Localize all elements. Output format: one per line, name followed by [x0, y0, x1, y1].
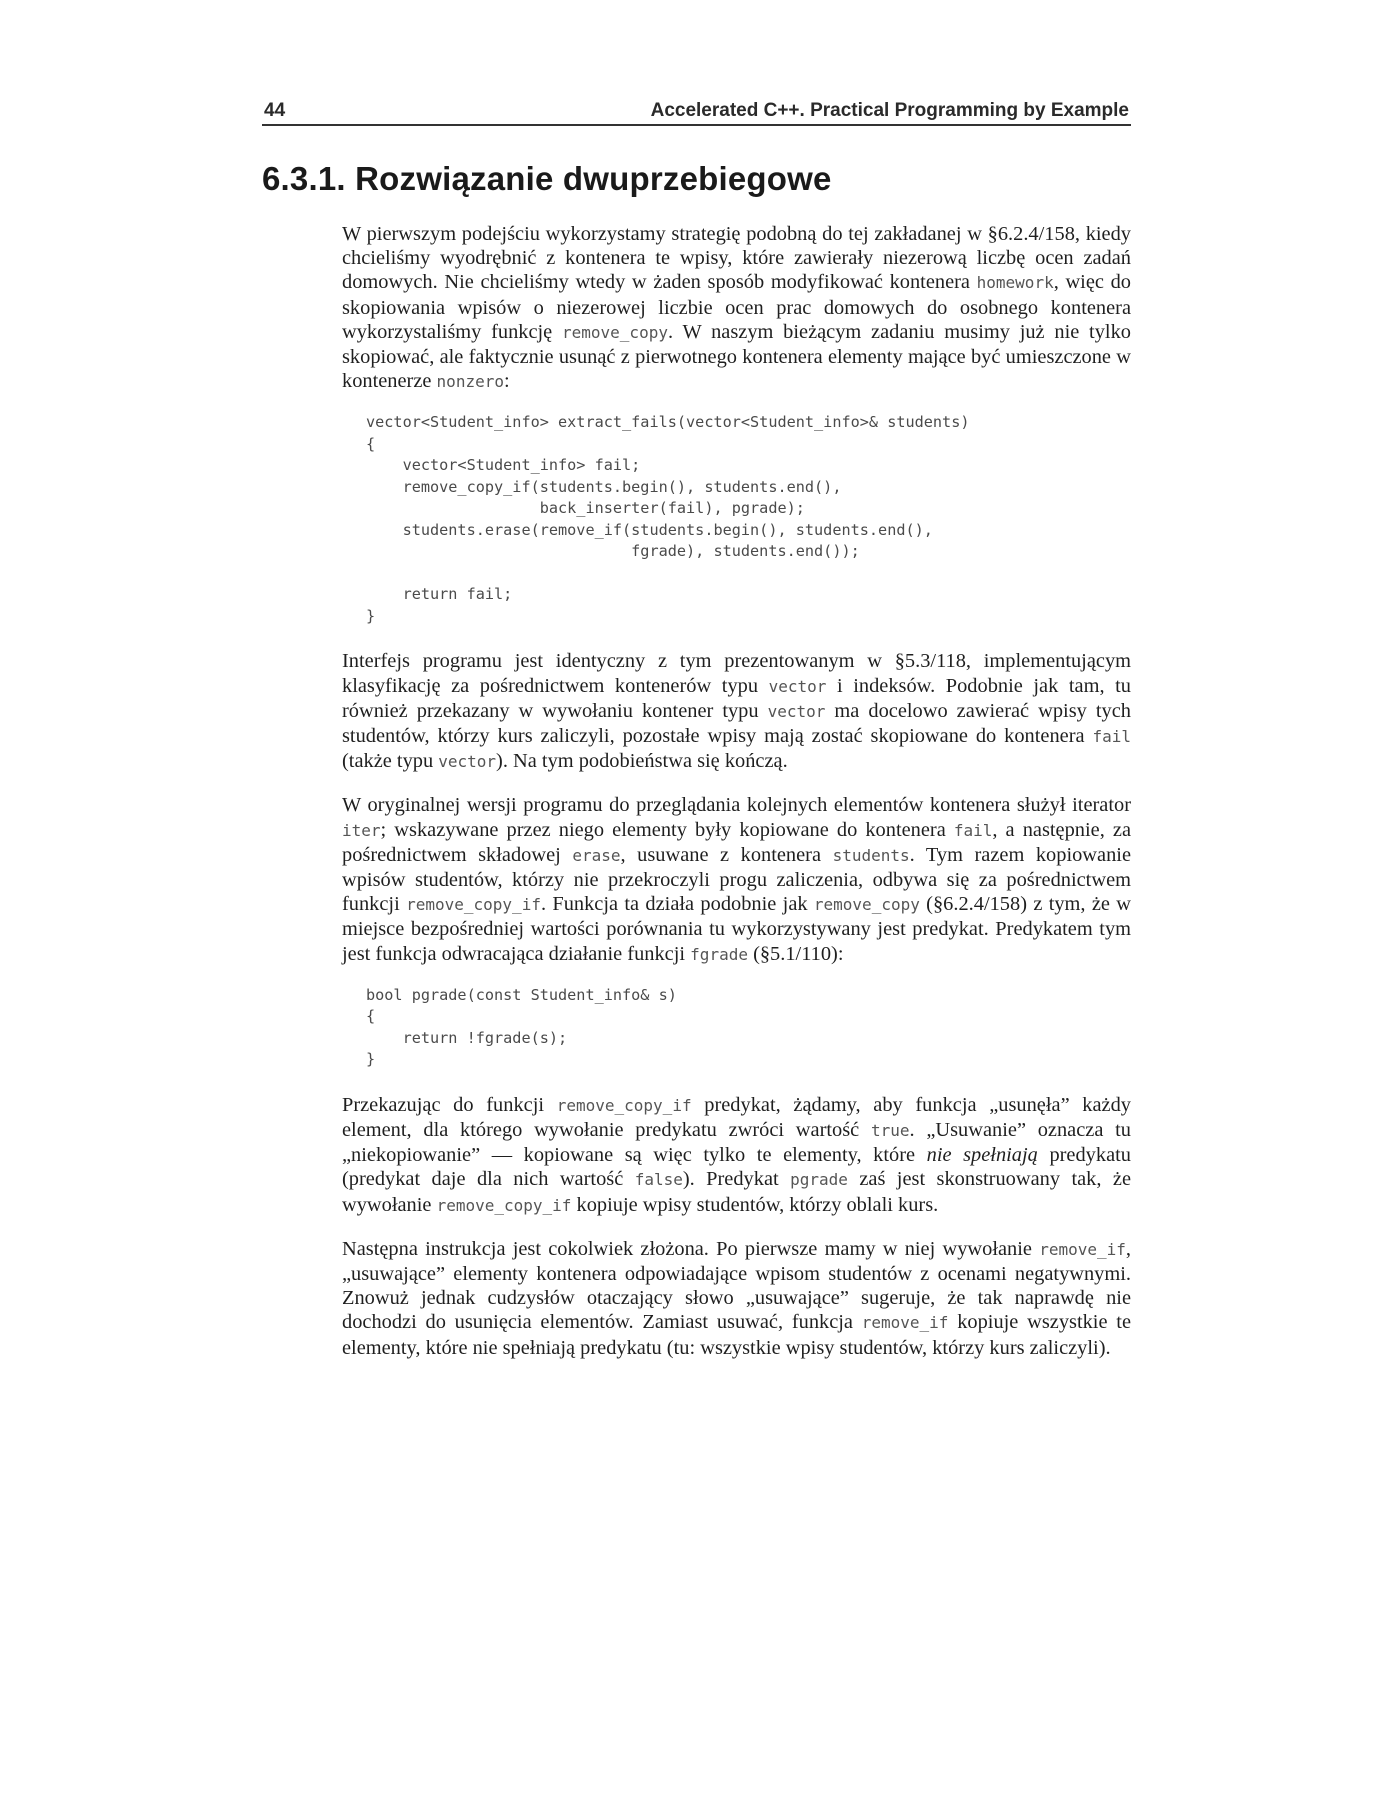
text-run: Interfejs programu jest identyczny z tym prezentowanym w §5.3/118, implementującym klasyfikację za pośrednictwem kontenerów typu: [342, 650, 1131, 697]
text-run: ). Predykat: [682, 1168, 791, 1191]
text-run: predykat, żądamy, aby funkcja „usunęła” każdy element, dla którego wywołanie predykatu zwróci wartość: [342, 1093, 1131, 1142]
inline-code: true: [870, 1121, 910, 1141]
emphasis: nie spełniają: [926, 1144, 1038, 1167]
inline-code: remove_copy_if: [436, 1195, 572, 1215]
text-run: :: [503, 370, 510, 393]
text-run: Przekazując do funkcji: [342, 1093, 557, 1116]
text-run: (także typu: [342, 750, 439, 773]
inline-code: fgrade: [690, 944, 748, 964]
paragraph-2: [342, 649, 1131, 774]
text-run: ; wskazywane przez niego elementy były kopiowane do kontenera: [380, 818, 954, 841]
text-run: ma docelowo zawierać wpisy tych studentów, którzy kurs zaliczyli, pozostałe wpisy mają zostać skopiowane do kontenera: [342, 699, 1131, 748]
inline-code: vector: [768, 676, 827, 696]
inline-code: vector: [438, 752, 497, 772]
paragraph-5: [342, 1237, 1131, 1360]
inline-code: remove_if: [1039, 1239, 1126, 1259]
header-rule: [262, 124, 1131, 126]
text-run: , więc do skopiowania wpisów o niezerowej liczbie ocen prac domowych do osobnego kontenera wykorzystaliśmy funkcję: [342, 271, 1131, 343]
section-title: 6.3.1. Rozwiązanie dwuprzebiegowe: [262, 160, 832, 197]
text-run: ). Na tym podobieństwa się kończą.: [496, 750, 788, 773]
inline-code: students: [832, 845, 910, 865]
text-run: kopiuje wpisy studentów, którzy oblali kurs.: [571, 1193, 939, 1216]
text-run: (§6.2.4/158) z tym, że w miejsce bezpośredniej wartości porównania tu wykorzystywany jest predykat. Predykatem tym jest funkcja odwracająca działanie funkcji: [342, 893, 1131, 965]
page-number: 44: [264, 100, 286, 121]
text-run: W oryginalnej wersji programu do przeglądania kolejnych elementów kontenera służył iterator: [342, 794, 1131, 817]
inline-code: remove_copy_if: [406, 895, 541, 915]
inline-code: remove_copy_if: [556, 1095, 692, 1115]
inline-code: erase: [572, 845, 621, 865]
text-run: zaś jest skonstruowany tak, że wywołanie: [342, 1168, 1131, 1216]
inline-code: remove_copy: [813, 895, 920, 915]
paragraph-1: [342, 222, 1131, 394]
text-run: . W naszym bieżącym zadaniu musimy już nie tylko skopiować, ale faktycznie usunąć z pierwotnego kontenera elementy mające być umieszczone w kontenerze: [342, 320, 1131, 393]
inline-code: remove_copy: [562, 322, 668, 342]
text-run: i indeksów. Podobnie jak tam, tu również przekazany w wywołaniu kontener typu: [342, 674, 1131, 722]
text-run: . Tym razem kopiowanie wpisów studentów, którzy nie przekroczyli progu zaliczenia, odbywa się za pośrednictwem funkcji: [342, 843, 1131, 916]
text-run: , „usuwające” elementy kontenera odpowiadające wpisom studentów z ocenami negatywnymi. Znowuż jednak cudzysłów otaczający słowo „usuwające” sugeruje, że tak naprawdę nie dochodzi do usunięcia elementów. Zamiast usuwać, funkcja: [342, 1237, 1131, 1334]
text-run: W pierwszym podejściu wykorzystamy strategię podobną do tej zakładanej w §6.2.4/158, kiedy chcieliśmy wyodrębnić z kontenera te wpisy, które zawierały niezerową liczbę ocen zadań domowych. Nie chcieliśmy wtedy w żaden sposób modyfikować kontenera: [342, 223, 1131, 294]
text-run: kopiuje wszystkie te elementy, które nie spełniają predykatu (tu: wszystkie wpisy studentów, którzy kurs zaliczyli).: [342, 1311, 1131, 1359]
text-run: , a następnie, za pośrednictwem składowej: [342, 818, 1131, 866]
text-run: , usuwane z kontenera: [620, 843, 833, 866]
inline-code: nonzero: [436, 372, 504, 392]
inline-code: vector: [767, 701, 826, 721]
inline-code: fail: [1092, 727, 1131, 747]
text-run: predykatu (predykat daje dla nich wartość: [342, 1144, 1131, 1191]
text-run: (§5.1/110):: [747, 942, 844, 965]
text-run: Następna instrukcja jest cokolwiek złożona. Po pierwsze mamy w niej wywołanie: [342, 1237, 1040, 1260]
inline-code: homework: [976, 273, 1054, 293]
text-run: . Funkcja ta działa podobnie jak: [540, 893, 814, 916]
inline-code: pgrade: [790, 1170, 848, 1190]
body-text: [342, 222, 1131, 1360]
running-header: [262, 96, 1131, 126]
code-block-extract-fails: vector<Student_info> extract_fails(vector<Student_info>& students) { vector<Student_info> fail; remove_copy_if(students.begin(), students.end(), back_inserter(fail), pgrade); students.erase(remove_if(students.begin(), students.end(), fgrade), students.end()); return fail; }: [366, 413, 970, 625]
paragraph-4: [342, 1093, 1131, 1218]
code-block-pgrade: bool pgrade(const Student_info& s) { return !fgrade(s); }: [366, 985, 677, 1069]
inline-code: remove_if: [861, 1313, 949, 1333]
inline-code: iter: [342, 820, 381, 840]
text-run: . „Usuwanie” oznacza tu „niekopiowanie” — kopiowane są więc tylko te elementy, które: [342, 1119, 1131, 1167]
inline-code: fail: [953, 820, 993, 840]
inline-code: false: [634, 1170, 683, 1190]
book-title: Accelerated C++. Practical Programming by Example: [650, 100, 1129, 121]
paragraph-3: [342, 793, 1131, 966]
